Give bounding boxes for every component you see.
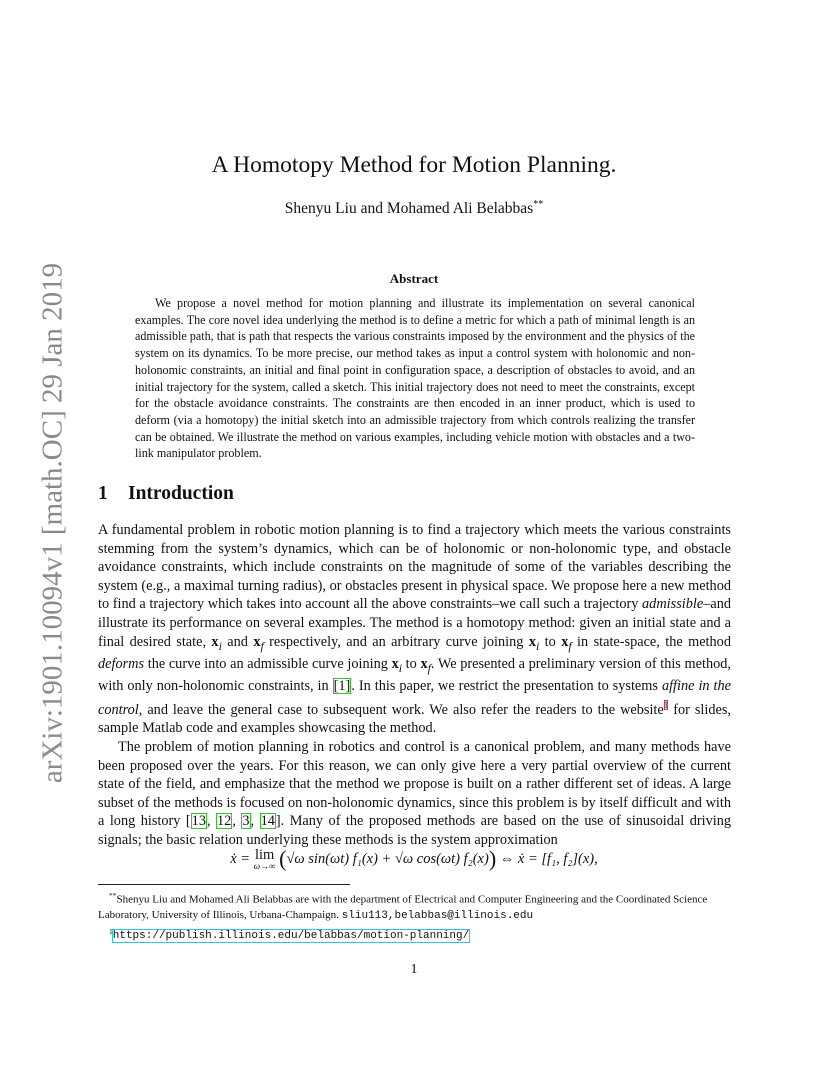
- p1-text: . We presented a preliminary version of this method, with only non-holonomic constraints, in: [98, 656, 731, 695]
- var-x: x: [561, 633, 569, 650]
- p1-text: to: [539, 633, 562, 650]
- sub-i: i: [398, 660, 403, 675]
- p1-deforms: deforms: [98, 656, 145, 673]
- footnote-text: Shenyu Liu and Mohamed Ali Belabbas are with the department of Electrical and Computer Engineering and the Coordinated Science Laboratory, University of Illinois, Urbana-Champaign.: [98, 893, 708, 921]
- var-x: x: [391, 656, 399, 673]
- p1-text: –and illustrate its performance on several examples. The method is a homotopy method: given an initial state and a final desired state,: [98, 596, 731, 650]
- citation-link[interactable]: 14: [260, 813, 275, 830]
- paper-authors: [0, 199, 828, 218]
- var-x: x: [528, 633, 536, 650]
- equation-lhs: ẋ =: [230, 851, 254, 867]
- p1-text: for slides, sample Matlab code and examples showcasing the method.: [98, 701, 731, 737]
- footnote-authors: [98, 888, 731, 924]
- section-heading: [98, 483, 234, 505]
- footnote-1: [98, 924, 731, 945]
- author-names: Shenyu Liu and Mohamed Ali Belabbas: [284, 200, 534, 218]
- p1-text: in state-space, the method: [571, 633, 731, 650]
- arxiv-identifier: arXiv:1901.10094v1 [math.OC] 29 Jan 2019: [36, 262, 69, 783]
- limit-text: lim: [254, 847, 275, 863]
- equation-limit: [253, 847, 276, 872]
- var-x: x: [253, 633, 261, 650]
- p1-text: A fundamental problem in robotic motion planning is to find a trajectory which meets the various constraints stemming from the system’s dynamics, which can be of holonomic or non-holonomic type, and obstacle avoidance constraints, which include constraints on the magnitude of some of the variables describing the system (e.g., a maximal turning radius), or obstacles present in physical space. We propose here a new method to find a trajectory which takes into account all the above constraints–we call such a trajectory: [98, 522, 731, 613]
- footnote-link[interactable]: 1: [663, 700, 669, 711]
- author-footnote-mark: **: [533, 199, 544, 210]
- var-x: x: [211, 633, 219, 650]
- page-number: 1: [410, 962, 418, 977]
- paragraph-2: The problem of motion planning in robotics and control is a canonical problem, and many methods have been proposed over the years. For this reason, we can only give here a very partial overview of the current state of the field, and emphasize that the method we propose is built on a rather different set of ideas. A large subset of the methods is focused on non-holonomic dynamics, since this problem is by itself difficult and with a long history [13, 12, 3, 14]. Many of the proposed methods are based on the use of sinusoidal driving signals; the basic relation underlying these methods is the system approximation: [98, 739, 732, 848]
- footnote-rule: [98, 884, 350, 885]
- citation-link[interactable]: 12: [217, 813, 232, 830]
- var-x: x: [420, 656, 428, 673]
- p1-admissible: admissible: [642, 596, 704, 613]
- p1-text: and: [221, 633, 254, 650]
- p1-text: to: [402, 656, 421, 673]
- abstract-text: We propose a novel method for motion planning and illustrate its implementation on several canonical examples. The core novel idea underlying the method is to define a metric for which a path of minimal length is an admissible path, that is path that respects the various constraints imposed by the environment and the physics of the system on its dynamics. To be more precise, our method takes as input a control system with holonomic and non-holonomic constraints, an initial and final point in configuration space, a description of obstacles to avoid, and an initial trajectory for the system, called a sketch. This initial trajectory does not need to meet the constraints, except for the obstacle avoidance constraints. The constraints are then encoded in an inner product, which is used to deform (via a homotopy) the initial sketch into an admissible trajectory from which controls realizing the transfer can be obtained. We illustrate the method on various examples, including vehicle motion with obstacles and a two-link manipulator problem.: [135, 296, 695, 461]
- citation-link[interactable]: 3: [242, 813, 250, 830]
- footnote-mark: 1: [109, 926, 113, 936]
- paper-title: A Homotopy Method for Motion Planning.: [211, 152, 617, 178]
- sub-i: i: [535, 638, 540, 653]
- abstract-heading: Abstract: [389, 271, 439, 286]
- p1-affine: affine in the control: [98, 678, 732, 718]
- footnote-mark: **: [109, 891, 117, 900]
- section-number: 1: [98, 483, 108, 504]
- sub-f: f: [568, 638, 572, 653]
- citation-link[interactable]: 13: [191, 813, 206, 830]
- equation: ẋ = lim ω→∞ (√ω sin(ωt) f₁(x) + √ω cos(ωt) f₂(x)) ⇔ ẋ = [f₁, f₂](x),: [230, 846, 598, 871]
- p1-text: the curve into an admissible curve joining: [144, 656, 392, 673]
- author-emails: sliu113,belabbas@illinois.edu: [341, 909, 534, 922]
- p2-text: The problem of motion planning in robotics and control is a canonical problem, and many methods have been proposed over the years. For this reason, we can only give here a very partial overview of the current state of the field, and emphasize that the method we propose is built on a rather different set of ideas. A large subset of the methods is focused on non-holonomic dynamics, since this problem is by itself difficult and with a long history [: [98, 739, 731, 830]
- p1-text: . In this paper, we restrict the presentation to systems: [351, 678, 662, 695]
- footnotes: [98, 888, 731, 944]
- body-text: [98, 521, 731, 850]
- website-link[interactable]: https://publish.illinois.edu/belabbas/motion-planning/: [112, 930, 470, 943]
- equation-rhs: ⇔ ẋ = [f₁, f₂](x),: [496, 851, 598, 867]
- p2-text: ]. Many of the proposed methods are based on the use of sinusoidal driving signals; the basic relation underlying these methods is the system approximation: [98, 813, 732, 848]
- p1-text: , and leave the general case to subsequent work. We also refer the readers to the website: [138, 701, 664, 718]
- limit-subscript: ω→∞: [253, 861, 276, 871]
- equation-term: √ω sin(ωt) f₁(x) + √ω cos(ωt) f₂(x): [286, 851, 489, 867]
- p1-text: respectively, and an arbitrary curve joining: [263, 633, 529, 650]
- section-title: Introduction: [128, 483, 234, 504]
- citation-link[interactable]: [1]: [333, 678, 351, 695]
- sub-f: f: [427, 660, 431, 675]
- sub-f: f: [260, 638, 264, 653]
- sub-i: i: [218, 638, 222, 653]
- paragraph-1: [98, 521, 731, 738]
- arxiv-sidebar: [33, 262, 73, 783]
